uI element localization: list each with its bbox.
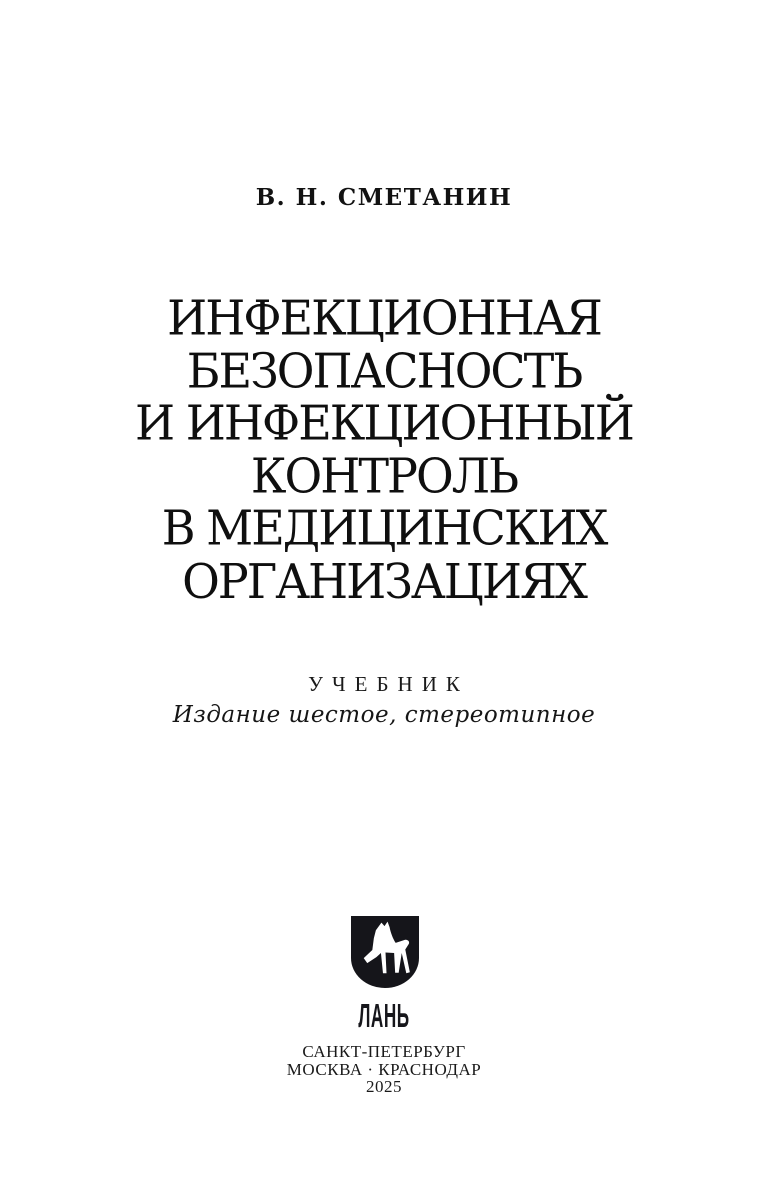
title-line: В МЕДИЦИНСКИХ: [161, 500, 607, 557]
edition-note: Издание шестое, стереотипное: [172, 702, 596, 728]
publisher-logo: [351, 916, 419, 988]
author-name: В. Н. СМЕТАНИН: [255, 184, 513, 211]
title-line: КОНТРОЛЬ: [250, 447, 518, 504]
imprint-city-line-2: МОСКВА · КРАСНОДАР: [286, 1059, 482, 1079]
deer-in-shield-icon: [351, 916, 419, 988]
title-line: И ИНФЕКЦИОННЫЙ: [135, 394, 633, 452]
imprint-city-line-1: САНКТ-ПЕТЕРБУРГ: [302, 1042, 466, 1061]
imprint-year: 2025: [366, 1077, 402, 1096]
title-line: БЕЗОПАСНОСТЬ: [186, 342, 582, 399]
title-line: ОРГАНИЗАЦИЯХ: [182, 552, 586, 609]
title-line: ИНФЕКЦИОННАЯ: [167, 289, 601, 347]
subtitle-uchebnik: УЧЕБНИК: [308, 672, 469, 696]
book-title: [0, 289, 768, 609]
imprint-block: [0, 1043, 768, 1096]
publisher-logo-wordmark: ЛАНЬ: [358, 997, 410, 1034]
